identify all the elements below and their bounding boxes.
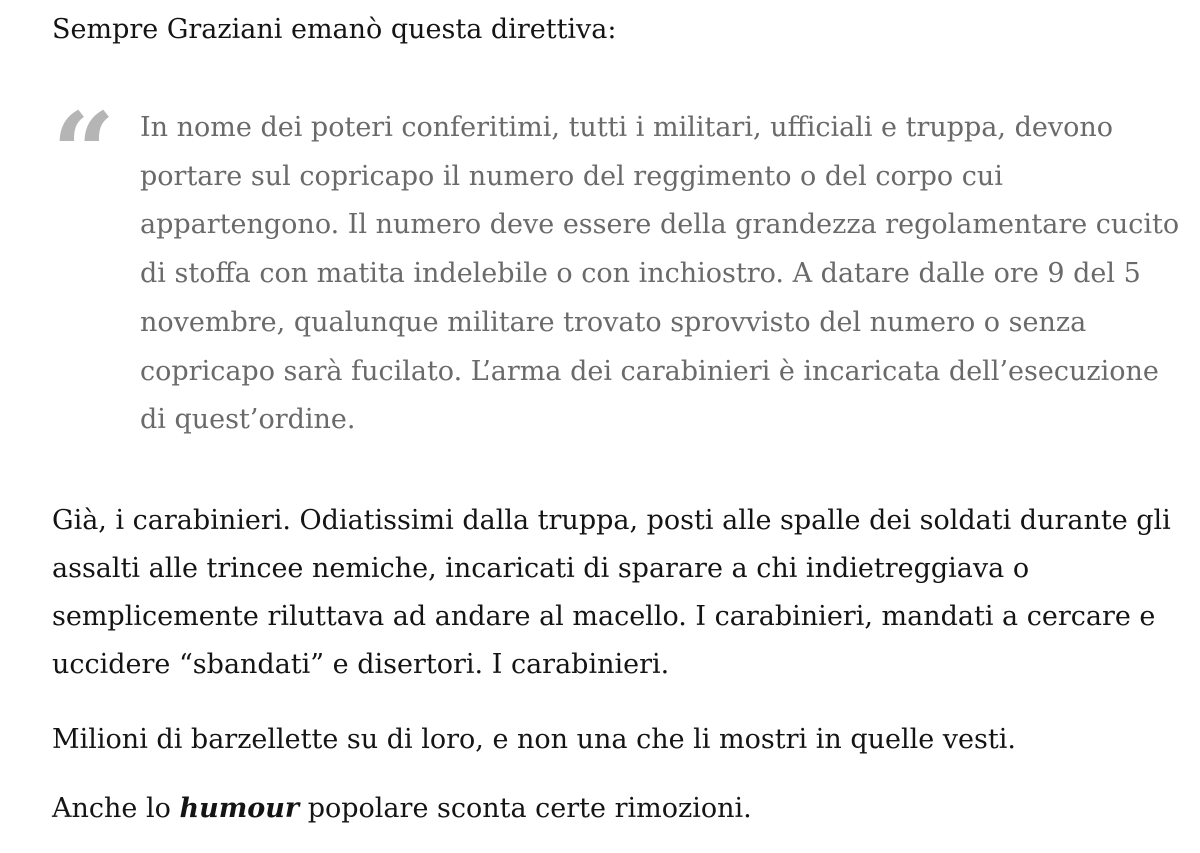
paragraph-line: assalti alle trincee nemiche, incaricati di sparare a chi indietreggiava o [52,553,1030,584]
quote-line: di quest’ordine. [140,404,356,436]
quote-mark-icon: “ [52,88,116,217]
humour-text-before: Anche lo [52,793,180,824]
intro-paragraph: Sempre Graziani emanò questa direttiva: [52,14,617,45]
quote-line: portare sul copricapo il numero del reggimento o del corpo cui [140,160,1003,192]
paragraph-line: uccidere “sbandati” e disertori. I carabinieri. [52,649,670,680]
humour-text-after: popolare sconta certe rimozioni. [299,793,752,824]
quote-text [140,104,1179,445]
quote-line: appartengono. Il numero deve essere della grandezza regolamentare cucito [140,209,1180,241]
humour-paragraph [52,785,752,833]
quote-line: In nome dei poteri conferitimi, tutti i militari, ufficiali e truppa, devono [140,112,1113,143]
barzellette-paragraph: Milioni di barzellette su di loro, e non una che li mostri in quelle vesti. [52,724,1016,755]
humour-emphasis: humour [179,793,300,824]
quote-line: di stoffa con matita indelebile o con inchiostro. A datare dalle ore 9 del 5 [140,258,1141,290]
paragraph-line: Già, i carabinieri. Odiatissimi dalla truppa, posti alle spalle dei soldati durante gli [52,505,1171,536]
paragraph-line: semplicemente riluttava ad andare al macello. I carabinieri, mandati a cercare e [52,601,1156,632]
quote-line: novembre, qualunque militare trovato sprovvisto del numero o senza [140,306,1087,338]
carabinieri-paragraph [52,497,1171,689]
quote-line: copricapo sarà fucilato. L’arma dei carabinieri è incaricata dell’esecuzione [140,355,1159,387]
